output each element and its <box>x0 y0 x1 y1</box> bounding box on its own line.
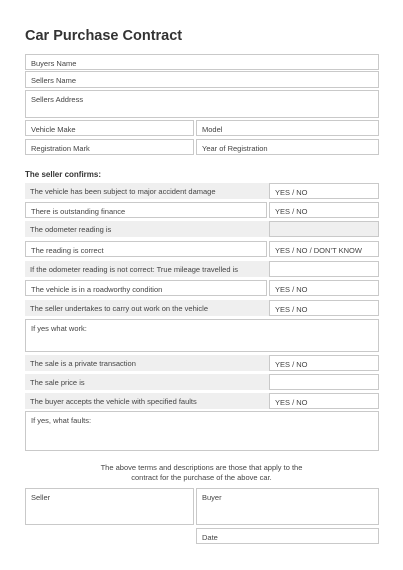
sellers-name-label: Sellers Name <box>31 76 77 85</box>
seller-signature-field[interactable] <box>25 488 194 525</box>
year-of-registration-label: Year of Registration <box>202 144 268 153</box>
terms-line-1: The above terms and descriptions are those that apply to the <box>100 463 303 472</box>
registration-mark-label: Registration Mark <box>31 144 90 153</box>
vehicle-make-field[interactable] <box>25 120 194 136</box>
sale-row <box>25 374 379 390</box>
model-label: Model <box>202 125 223 134</box>
sale-answer[interactable]: YES / NO <box>269 355 379 371</box>
confirm-answer[interactable]: YES / NO / DON’T KNOW <box>269 241 379 257</box>
terms-line-2: contract for the purchase of the above car. <box>131 473 272 482</box>
confirm-row <box>25 202 379 218</box>
sale-row <box>25 393 379 409</box>
terms-footer <box>60 463 343 483</box>
confirm-question: The odometer reading is <box>25 221 267 237</box>
what-faults-field[interactable] <box>25 411 379 451</box>
sale-question: The buyer accepts the vehicle with specified faults <box>25 393 267 409</box>
confirm-row <box>25 183 379 199</box>
confirm-row <box>25 221 379 237</box>
confirm-question: There is outstanding finance <box>25 202 267 218</box>
confirm-row <box>25 280 379 296</box>
date-field[interactable] <box>196 528 379 544</box>
confirm-question: The seller undertakes to carry out work on the vehicle <box>25 300 267 316</box>
buyer-label: Buyer <box>202 493 222 502</box>
sale-question: The sale price is <box>25 374 267 390</box>
seller-confirms-heading: The seller confirms: <box>25 170 102 179</box>
date-label: Date <box>202 533 218 542</box>
confirm-row <box>25 241 379 257</box>
true-mileage-input[interactable] <box>269 261 379 277</box>
buyer-signature-field[interactable] <box>196 488 379 525</box>
sale-row <box>25 355 379 371</box>
vehicle-make-label: Vehicle Make <box>31 125 76 134</box>
confirm-row <box>25 300 379 316</box>
sale-price-input[interactable] <box>269 374 379 390</box>
sale-question: The sale is a private transaction <box>25 355 267 371</box>
sale-answer[interactable]: YES / NO <box>269 393 379 409</box>
confirm-question: The vehicle is in a roadworthy condition <box>25 280 267 296</box>
page-title: Car Purchase Contract <box>25 28 183 44</box>
buyers-name-label: Buyers Name <box>31 59 77 68</box>
seller-label: Seller <box>31 493 51 502</box>
confirm-answer[interactable]: YES / NO <box>269 183 379 199</box>
year-of-registration-field[interactable] <box>196 139 379 155</box>
odometer-reading-input[interactable] <box>269 221 379 237</box>
what-work-label: If yes what work: <box>31 324 87 333</box>
confirm-answer[interactable]: YES / NO <box>269 300 379 316</box>
sellers-name-field[interactable] <box>25 71 379 88</box>
confirm-row <box>25 261 379 277</box>
confirm-question: The reading is correct <box>25 241 267 257</box>
what-faults-label: If yes, what faults: <box>31 416 92 425</box>
buyers-name-field[interactable] <box>25 54 379 70</box>
confirm-answer[interactable]: YES / NO <box>269 280 379 296</box>
model-field[interactable] <box>196 120 379 136</box>
sellers-address-field[interactable] <box>25 90 379 118</box>
confirm-answer[interactable]: YES / NO <box>269 202 379 218</box>
registration-mark-field[interactable] <box>25 139 194 155</box>
sellers-address-label: Sellers Address <box>31 95 84 104</box>
what-work-field[interactable] <box>25 319 379 352</box>
confirm-question: If the odometer reading is not correct: True mileage travelled is <box>25 261 267 277</box>
confirm-question: The vehicle has been subject to major accident damage <box>25 183 267 199</box>
